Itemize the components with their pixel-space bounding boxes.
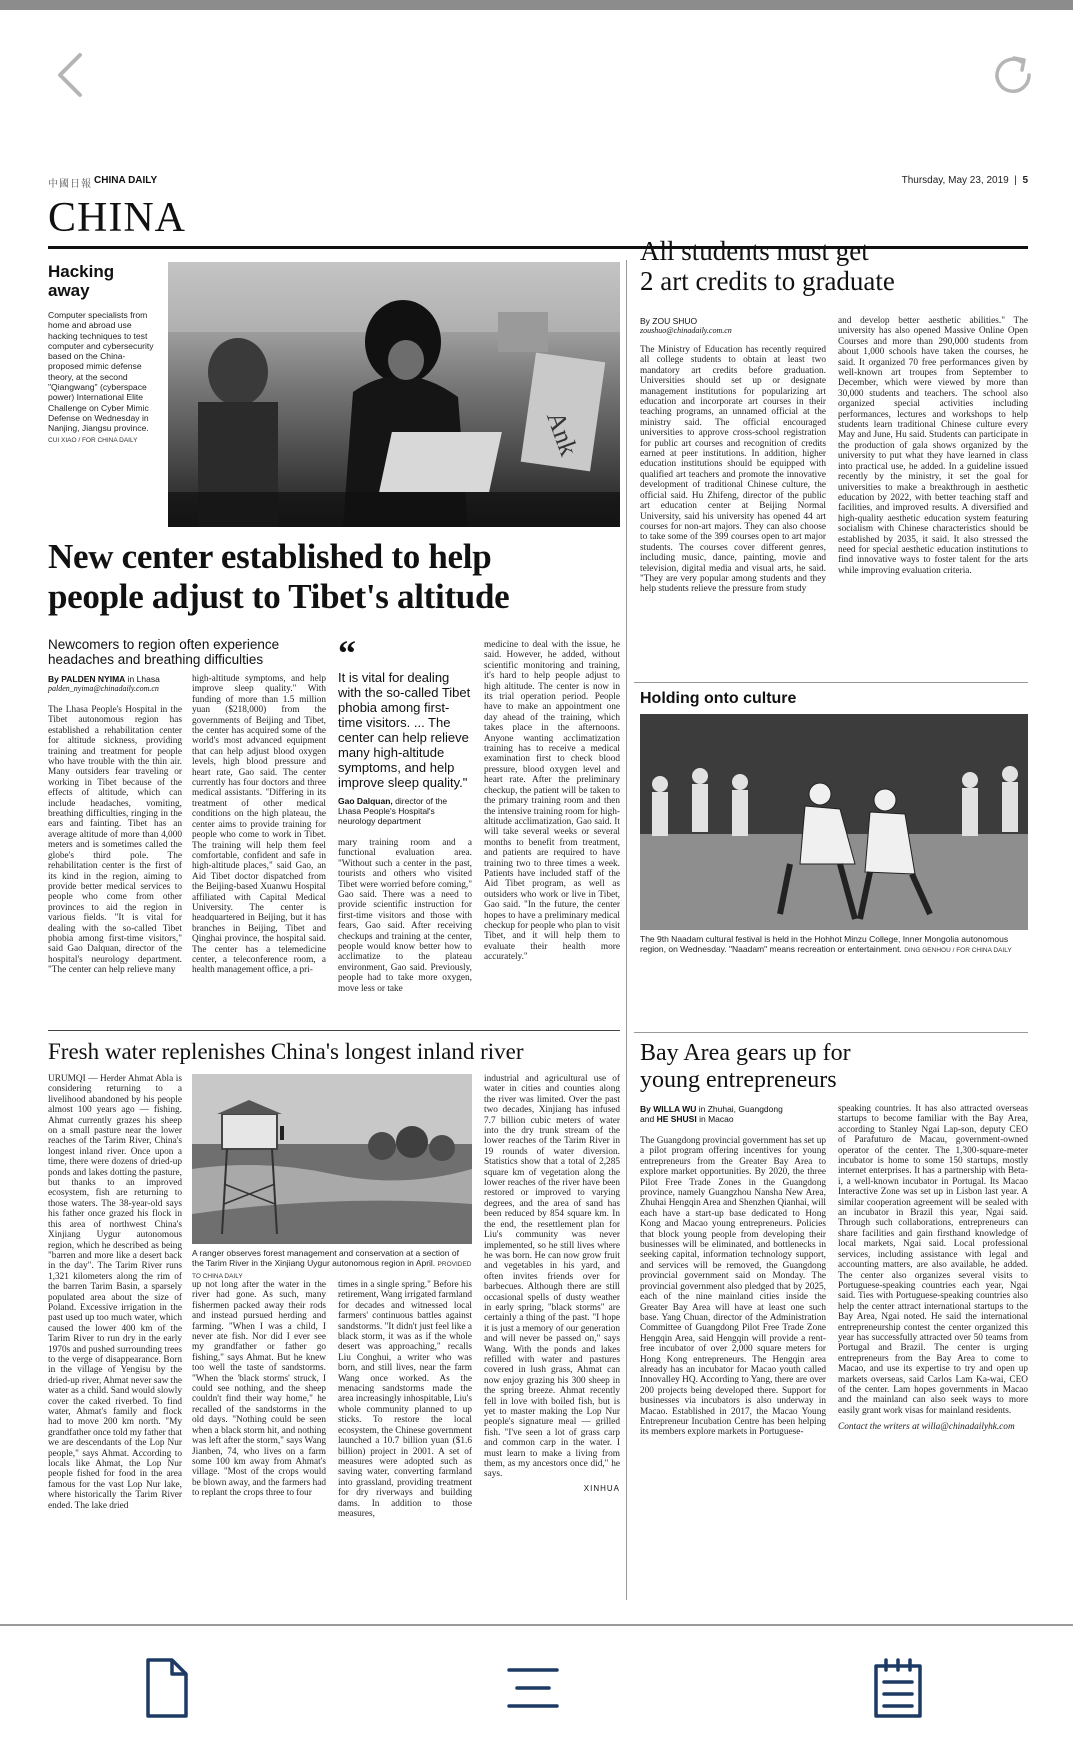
art-byline-email: zoushuo@chinadaily.com.cn	[640, 326, 732, 335]
byline-name: By PALDEN NYIMA	[48, 674, 126, 684]
masthead-brand: CHINA DAILY	[94, 175, 158, 186]
art-column-2	[838, 316, 1028, 576]
byline-name: HE SHUSI	[656, 1114, 697, 1124]
river-photo-caption	[192, 1248, 472, 1282]
quote-title: director of the Lhasa People's Hospital's neurology department	[338, 796, 448, 826]
bay-byline-2	[640, 1114, 826, 1124]
hacking-title-line: Hacking	[48, 262, 115, 281]
culture-photo	[640, 714, 1028, 930]
hacking-title-line: away	[48, 281, 90, 300]
hacking-caption: Computer specialists from home and abroad use hacking techniques to test computer and cybersecurity based on the China-proposed mimic defense theory, at the second "Qiangwang" (cyberspace power) International Elite Challenge on Cyber Mimic Defense on Wednesday in Nanjing, Jiangsu province.	[48, 310, 154, 434]
river-photo-credit: PROVIDED TO CHINA DAILY	[192, 1261, 472, 1280]
culture-caption	[640, 934, 1028, 956]
tibet-byline-email: palden_nyima@chinadaily.com.cn	[48, 684, 159, 693]
river-column-1	[48, 1074, 182, 1511]
page-icon[interactable]	[138, 1656, 194, 1720]
masthead	[48, 172, 1028, 190]
issue-date: Thursday, May 23, 2019	[901, 175, 1009, 186]
byline-place: in Zhuhai, Guangdong	[698, 1104, 783, 1114]
page-number: 5	[1022, 175, 1028, 186]
tibet-column-2	[192, 674, 326, 976]
river-photo	[192, 1074, 472, 1244]
culture-credit: DING GENHOU / FOR CHINA DAILY	[904, 947, 1012, 954]
art-headline	[640, 236, 1028, 296]
quote-name: Gao Dalquan,	[338, 796, 393, 806]
app-toolbar	[0, 10, 1073, 130]
bay-byline	[640, 1104, 826, 1114]
section-title: CHINA	[48, 195, 186, 241]
tibet-pull-quote: It is vital for dealing with the so-called Tibet phobia among first-time visitors. ... The center can help relieve many high-altitude symptoms, and help improve sleep quality."	[338, 670, 471, 790]
river-column-3	[338, 1280, 472, 1519]
bottom-navigation	[0, 1624, 1073, 1738]
river-column-2	[192, 1280, 326, 1499]
river-photo-art	[192, 1074, 472, 1244]
bay-body-col1: The Guangdong provincial government has set up a pilot program offering incentives for young entrepreneurs from the Greater Bay Area to explore market opportunities. By 2020, the three Pilot Free Trade Zones in the Guangdong province, namely Guangzhou Nansha New Area, Zhuhai Hengqin Area and Shenzhen Qianhai, will each have a start-up base dedicated to Hong Kong and Macao young entrepreneurs. Policies that block young people from developing their businesses will be eliminated, and bottlenecks in seeking capital, information technology support, and services will be removed, the Guangdong provincial government said on Monday. The provincial government also pledged that by 2025, each of the nine mainland cities inside the Greater Bay Area will have at least one such base. Yang Chuan, director of the Administration Committee of Guangdong Pilot Free Trade Zone Hengqin Area, said Hengqin will provide a rent-free incubator of over 2,000 square meters for Hong Kong entrepreneurs. The Hengqin area already has an incubator for Macao youth called Innovalley HQ. According to Yang, there are over 200 projects being developed there. Support for businesses via incubators is also underway in Macao. Established in 2017, the Macao Young Entrepreneur Incubation Centre has been helping its members explore markets in Portuguese-	[640, 1136, 826, 1438]
text-lines-icon[interactable]	[505, 1656, 561, 1720]
masthead-date: Thursday, May 23, 2019 | 5	[901, 175, 1028, 186]
tibet-headline	[48, 537, 623, 617]
tibet-column-4	[484, 640, 620, 963]
tibet-column-1	[48, 674, 182, 976]
river-headline: Fresh water replenishes China's longest inland river	[48, 1039, 524, 1064]
art-column-1	[640, 316, 826, 595]
tibet-body-col3: mary training room and a functional evaluation area. "Without such a center in the past, tourists and others who visited Tibet were worried before coming," Gao said. There was a need to provide scientific instruction for first-time visitors and those with fears, Gao said. After receiving checkups and training at the center, people would know better how to acclimatize to the plateau environment, Gao said. Previously, people had to take more oxygen, move less or take	[338, 838, 472, 994]
tibet-headline-line: people adjust to Tibet's altitude	[48, 577, 510, 616]
tibet-deck	[48, 637, 338, 667]
art-byline: By ZOU SHUO	[640, 316, 698, 326]
hacking-title	[48, 262, 160, 300]
hacking-credit: CUI XIAO / FOR CHINA DAILY	[48, 436, 138, 444]
art-body-col2: and develop better aesthetic abilities." The university has also opened Massive Online Open Courses and more than 290,000 students from about 1,000 schools have taken the courses, he said. It organized 70 free performances given by well-known art troupes from September to December, which were viewed by more than 30,000 students and teachers. The school also organized special activities including performances, lectures and workshops to help students learn traditional Chinese culture every May and June, Hu said. Students can participate in the production of gala shows organized by the university to put what they have learned in class into practical use, he added. In a guideline issued recently by the ministry, it set the goal for universities to make a breakthrough in aesthetic education by 2022, with better teaching staff and facilities, and improved results. A diversified and high-quality aesthetic education system featuring socialism with Chinese characteristics should be established by 2035, it said. It also stressed the need for special aesthetic education institutions to find innovative ways to foster talent for the arts while improving evaluation criteria.	[838, 316, 1028, 576]
tibet-byline	[48, 674, 182, 684]
bay-headline-line: young entrepreneurs	[640, 1067, 837, 1093]
culture-photo-art	[640, 714, 1028, 930]
tibet-body-col1: The Lhasa People's Hospital in the Tibet autonomous region has established a rehabilitation center for altitude sickness, providing training and treatment for people who have trouble with the thin air. Many outsiders fear traveling or working in Tibet because of the effects of altitude, which can include headaches, vomiting, breathing difficulties, ringing in the ears and fainting. Tibet has an average altitude of more than 4,000 meters and is sometimes called the globe's third pole. The rehabilitation center is the first of its kind in the region, aiming to provide better medical services to people who come from other provinces to aid the region in various fields. "It is vital for dealing with the so-called Tibet phobia among first-time visitors," said Gao Dalquan, director of the hospital's neurology department. "The center can help relieve many	[48, 705, 182, 976]
hacking-photo	[168, 262, 620, 527]
river-sign: XINHUA	[583, 1483, 620, 1493]
bay-column-1	[640, 1104, 826, 1438]
culture-title: Holding onto culture	[640, 690, 797, 707]
refresh-icon[interactable]	[990, 52, 1036, 98]
hacking-caption-block	[48, 262, 160, 446]
river-body-col3: times in a single spring." Before his retirement, Wang irrigated farmland for decades and witnessed local farmers' continuous battles against sandstorms. "It didn't just feel like a black storm, it was as if the whole desert was approaching," recalls Liu Conghui, a writer who was born, and still lives, near the farm Wang once worked. As the menacing sandstorms made the area increasingly inhospitable, Liu's whole community planned to up sticks. To restore the local ecosystem, the Chinese government launched a 10.7 billion yuan ($1.6 billion) project in 2001. A set of measures were adopted such as saving water, converting farmland into grassland, providing treatment for dry riverways and building dams. In addition to those measures,	[338, 1280, 472, 1519]
art-body-col1: The Ministry of Education has recently required all college students to obtain at least two mandatory art credits before graduation. Universities should set up or designate management institutions for popularizing art education and incorporate art courses in their teaching programs, an unnamed official at the ministry said. The official encouraged universities to approve cross-school registration for public art courses and recognition of credits earned at peer institutions. In addition, higher education institutions should be equipped with qualified art teachers and promote the innovative development of traditional Chinese culture, the official said. Hu Zhifeng, director of the public art education center at Beijing Normal University, said his university has opened 44 art courses for non-art majors. They can also choose to take some of the 399 courses open to art major students. The courses cover different genres, including music, dance, painting, movie and television, digital media and visual arts, he said. "They are very popular among students and they help students relieve the pressure from study	[640, 345, 826, 595]
river-caption-text: A ranger observes forest management and conservation at a section of the Tarim River in the Xinjiang Uygur autonomous region in April.	[192, 1248, 459, 1268]
bay-contact: Contact the writers at willa@chinadailyhk.com	[838, 1422, 1015, 1433]
column-divider	[626, 260, 627, 1600]
masthead-cn-logo: 中國日報	[48, 179, 92, 190]
story-divider	[48, 1030, 620, 1031]
culture-caption-text: The 9th Naadam cultural festival is held in the Hohhot Minzu College, Inner Mongolia autonomous region, on Wednesday. "Naadam" means recreation or entertainment.	[640, 934, 1009, 954]
tibet-body-col2: high-altitude symptoms, and help improve sleep quality." With funding of more than 1.5 million yuan ($218,000) from the governments of Beijing and Tibet, the center has acquired some of the world's most advanced equipment that can help adjust blood oxygen levels, high blood pressure and heart rate, Gao said. The center currently has four doctors and three medical assistants. "Differing in its treatment of other medical conditions on the high plateau, the center aims to provide training for people who come to work in Tibet. The training will help them feel comfortable, confident and safe in high-altitude places," said Gao, an Aid Tibet doctor dispatched from the Beijing-based Xuanwu Hospital affiliated with Capital Medical University. The center is headquartered in Beijing, but it has branches in Beijing, Tibet and Qinghai province, the hospital said. The center has a telemedicine center, a teleconference room, a health management office, a pri-	[192, 674, 326, 976]
river-column-4	[484, 1074, 620, 1493]
art-headline-line: 2 art credits to graduate	[640, 266, 895, 296]
tibet-body-col4: medicine to deal with the issue, he said. However, he added, without scientific monitoring and training, it's hard to help people adjust to high altitude. The center is now in its trial operation period. People have to make an appointment one day ahead of the training, which takes place in the afternoons. Anyone wanting acclimatization training has to receive a medical examination first to check blood pressure, blood oxygen level and heart rate. After the preliminary checkup, the patient will be taken to the primary training room and then the intensive training room for high-altitude acclimatization, Gao said. It will take several weeks or several months to benefit from treatment, and patients are required to have training two to three times a week. Patients have included staff of the Aid Tibet program, as well as outsiders who work or live in Tibet, Gao said. "In the future, the center hopes to have a preliminary medical checkup for people who plan to visit Tibet, and it will help them to evaluate their health more accurately."	[484, 640, 620, 963]
byline-place: in Lhasa	[127, 674, 160, 684]
bay-body-col2: speaking countries. It has also attracted overseas startups to become familiar with the Bay Area, according to Stanley Ngai Lap-son, deputy CEO of Parafuturo de Macau, government-owned operator of the center. The 1,300-square-meter incubator is home to some 150 startups, mostly internet enterprises. It has a partnership with Beta-i, a well-known incubator in Portugal. Its Macao Interactive Zone was set up in Lisbon last year. A similar cooperation agreement will be sealed with an incubator in Brazil this year, Ngai said. Through such collaborations, entrepreneurs can share facilities and gain firsthand knowledge of local markets, Ngai said. Local professional services, including assistance with legal and accounting matters, are also available, he added. The center also organizes several visits to Portuguese-speaking countries each year, Ngai said. Ties with Portuguese-speaking countries also help the center attract international startups to the Bay Area, Ngai noted. He said the international entrepreneurship contest the center organized this year has successfully attracted over 50 teams from Portugal and Brazil. The center is urging entrepreneurs from the Bay Area to come to Macao, and use its expertise to try and open up markets overseas, said Carlos Lam Ka-wai, CEO of the center. Lam hopes governments in Macao and the mainland can also seek ways to more easily grant work visas for mainland residents.	[838, 1104, 1028, 1416]
newspaper-page	[48, 172, 1028, 1602]
top-strip	[0, 0, 1073, 10]
tibet-deck-line: Newcomers to region often experience	[48, 637, 280, 652]
tibet-deck-line: headaches and breathing difficulties	[48, 652, 264, 667]
story-divider	[634, 1032, 1028, 1033]
river-body-col1: URUMQI — Herder Ahmat Abla is considering returning to a livelihood abandoned by his people almost 100 years ago — fishing. Ahmat currently grazes his sheep on a small pasture near the lower reaches of the Tarim River, China's longest inland river. Once upon a time, there were dozens of dried-up ponds and lakes dotting the pasture, but thanks to an improved ecosystem, fish are returning to those waters. The 38-year-old says his father once grazed his flock in this area of northwest China's Xinjiang Uygur autonomous region, which he described as being "barren and more like a desert back in the day". The Tarim River runs 1,321 kilometers along the rim of the barren Tarim Basin, a sparsely populated area about the size of Poland. Excessive irrigation in the past used up too much water, which caused the lower 400 km of the Tarim River to run dry in the early 1970s and pushed surrounding trees to the verge of disappearance. Born in the village of Yengisu by the dried-up river, Ahmat never saw the water as a child. Sand would slowly cover the caked riverbed. To find water, Ahmat's family and flock had to move 200 km north. "My grandfather once told my father that we are descendants of the Lop Nur people," says Ahmat. According to locals like Ahmat, the Lop Nur people fished for food in the area famous for the vast Lop Nur lake, where historically the Tarim River ended. The lake dried	[48, 1074, 183, 1511]
river-body-col4: industrial and agricultural use of water in cities and counties along the river was limited. Over the past two decades, Xinjiang has infused 7.7 billion cubic meters of water into the dry trunk stream of the lower reaches of the Tarim River in 19 rounds of water diversion. Statistics show that a total of 2,285 square km of vegetation along the lower reaches of the river have been restored or improved to varying degrees, and the area of sand has been reduced by 854 square km. In the end, the resettlement plan for Liu's community was never implemented, so he still lives where he was born. He can now grow fruit and vegetables in his yard, and often invites friends over for barbecues. Although there are still occasional spells of dusty weather in early spring, "black storms" are certainly a thing of the past. "I hope it is just a memory of our generation and will never be passed on," says Wang. With the ponds and lakes refilled with water and pastures covered in lush grass, Ahmat can now enjoy grazing his 300 sheep in the spring breeze. Ahmat recently fell in love with boiled fish, but is yet to master making the Lop Nur people's signature meal — grilled fish. "I've seen a lot of grass carp and common carp in the water. I must learn to make a living from them, as my ancestors once did," he says.	[484, 1074, 620, 1480]
byline-name: By WILLA WU	[640, 1104, 697, 1114]
story-divider	[634, 682, 1028, 683]
svg-text:Ank: Ank	[540, 407, 584, 460]
tibet-column-3	[338, 633, 472, 994]
bay-headline	[640, 1040, 1028, 1094]
chevron-left-icon[interactable]	[50, 50, 90, 100]
bay-headline-line: Bay Area gears up for	[640, 1040, 851, 1066]
art-headline-line: All students must get	[640, 236, 869, 266]
river-body-col2: up not long after the water in the river had gone. As such, many fishermen packed away their rods and instead pursued herding and farming. "When I was a child, I never ate fish. Nor did I ever see my grandfather or father go fishing," says Ahmat. But he knew too well the taste of sandstorms. "When the 'black storms' struck, I could see nothing, and the sheep couldn't find their way home," he recalled of the sandstorms in the old days. "Nothing could be seen when a black storm hit, and nothing was left after the storm," says Wang Jianben, 74, who lives on a farm some 100 km away from Ahmat's village. "Most of the crops would be blown away, and the farmers had to replant the crops three to four	[192, 1280, 326, 1499]
list-icon[interactable]	[870, 1656, 926, 1720]
quote-mark-icon: “	[338, 633, 356, 673]
byline-conjunction: and	[640, 1114, 655, 1124]
tibet-headline-line: New center established to help	[48, 537, 492, 576]
bay-column-2	[838, 1104, 1028, 1433]
byline-place: in Macao	[699, 1114, 734, 1124]
tibet-quote-attribution	[338, 796, 472, 826]
hacking-photo-art	[168, 262, 620, 527]
